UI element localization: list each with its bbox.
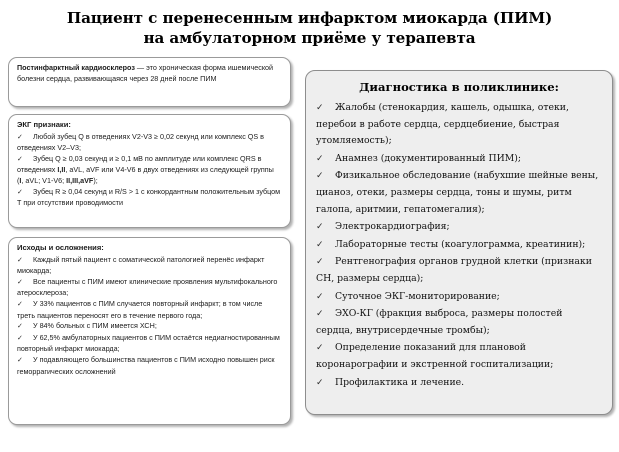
definition-text [17,63,282,84]
checkmark-icon: ✓ [17,323,23,331]
list-item [17,154,282,187]
list-item [17,333,282,355]
list-item-label: Анамнез (документированный ПИМ); [335,152,521,164]
list-item-label: У 84% больных с ПИМ имеется ХСН; [33,321,157,331]
list-item [316,253,602,287]
ecg-signs-heading: ЭКГ признаки: [17,120,71,129]
list-item-label: Определение показаний для плановой коронарографии и экстренной госпитализации; [316,342,554,370]
diagnostics-heading: Диагностика в поликлинике: [359,80,559,94]
list-item-label: Зубец Q ≥ 0,03 секунд и ≥ 0,1 мВ по амплитуде или комплекс QRS в отведениях [17,153,262,175]
outcomes-list [17,255,282,378]
ecg-signs-card [8,114,291,228]
definition-term: Постинфарктный кардиосклероз [17,63,135,72]
list-item-label: У 33% пациентов с ПИМ случается повторный инфаркт; в том числе треть пациентов переносят его в течение первого года; [17,298,263,320]
definition-body: — это хроническая форма ишемической болезни сердца, развивающаяся через 28 дней после ПИМ [17,63,274,83]
list-item [316,99,602,150]
checkmark-icon: ✓ [17,334,23,342]
checkmark-icon: ✓ [17,356,23,364]
list-item [316,288,602,306]
checkmark-icon: ✓ [316,342,324,353]
list-item-emphasis: I,II [57,165,66,175]
list-item [316,167,602,218]
list-item-label: Электрокардиография; [335,221,450,233]
checkmark-icon: ✓ [316,308,324,319]
checkmark-icon: ✓ [316,256,324,267]
list-item-label: Лабораторные тесты (коагулограмма, креатинин); [335,238,586,250]
list-item [17,277,282,299]
checkmark-icon: ✓ [316,152,324,163]
list-item-label: Жалобы (стенокардия, кашель, одышка, отеки, перебои в работе сердца, сердцебиение, быстрая утомляемость); [316,102,569,147]
list-item-label: Профилактика и лечение. [335,376,465,388]
list-item [316,305,602,339]
list-item-label: , aVL; V1-V6; [21,175,67,185]
page-title [0,8,619,48]
list-item [316,236,602,254]
checkmark-icon: ✓ [17,278,23,286]
list-item-label: Рентгенография органов грудной клетки (признаки СН, размеры сердца); [316,256,592,284]
diagnostics-list [316,99,602,391]
checkmark-icon: ✓ [316,221,324,232]
list-item-label: Каждый пятый пациент с соматической патологией перенёс инфаркт миокарда; [17,254,265,276]
checkmark-icon: ✓ [17,188,23,196]
list-item [17,187,282,209]
page-title-line-1: Пациент с перенесенным инфарктом миокарда (ПИМ) [66,9,553,27]
list-item-label: Суточное ЭКГ-мониторирование; [335,290,500,302]
list-item-label: Любой зубец Q в отведениях V2-V3 ≥ 0,02 секунд или комплекс QS в отведениях V2–V3; [17,131,264,153]
list-item [17,355,282,377]
outcomes-card [8,237,291,425]
outcomes-heading: Исходы и осложнения: [17,243,104,252]
list-item-label: , aVL, aVF или V4-V6 в двух отведениях из следующей группы ( [17,165,274,185]
list-item [316,150,602,168]
list-item-label: У подавляющего большинства пациентов с ПИМ исходно повышен риск геморрагических осложнений [17,354,275,376]
list-item [17,321,282,333]
checkmark-icon: ✓ [17,155,23,163]
list-item-label: ЭХО-КГ (фракция выброса, размеры полостей сердца, внутрисердечные тромбы); [316,308,563,336]
list-item [17,255,282,277]
list-item [316,374,602,392]
list-item [17,299,282,321]
checkmark-icon: ✓ [17,300,23,308]
list-item [316,218,602,236]
list-item-label: Зубец R ≥ 0,04 секунд и R/S > 1 с конкордантным положительным зубцом Т при отсутствии проводимости [17,186,281,208]
definition-card [8,57,291,107]
list-item-label: У 62,5% амбулаторных пациентов с ПИМ остаётся недиагностированным повторный инфаркт миокарда; [17,332,280,354]
checkmark-icon: ✓ [316,290,324,301]
diagnostics-card [305,70,613,415]
list-item-label: Все пациенты с ПИМ имеют клинические проявления мультифокального атеросклероза; [17,276,278,298]
ecg-signs-list [17,132,282,209]
checkmark-icon: ✓ [17,256,23,264]
list-item-emphasis: I [19,175,22,185]
list-item-label: Физикальное обследование (набухшие шейные вены, цианоз, отеки, размеры сердца, тоны и шумы, ритм галопа, аритмии, гепатомегалия); [316,170,599,215]
list-item [17,132,282,154]
list-item-label: ); [93,175,98,185]
list-item [316,339,602,373]
checkmark-icon: ✓ [316,170,324,181]
checkmark-icon: ✓ [316,102,324,112]
list-item-emphasis: II,III,aVF [66,175,94,185]
checkmark-icon: ✓ [17,133,23,141]
checkmark-icon: ✓ [316,376,324,387]
checkmark-icon: ✓ [316,238,324,249]
page-title-line-2: на амбулаторном приёме у терапевта [143,29,476,47]
